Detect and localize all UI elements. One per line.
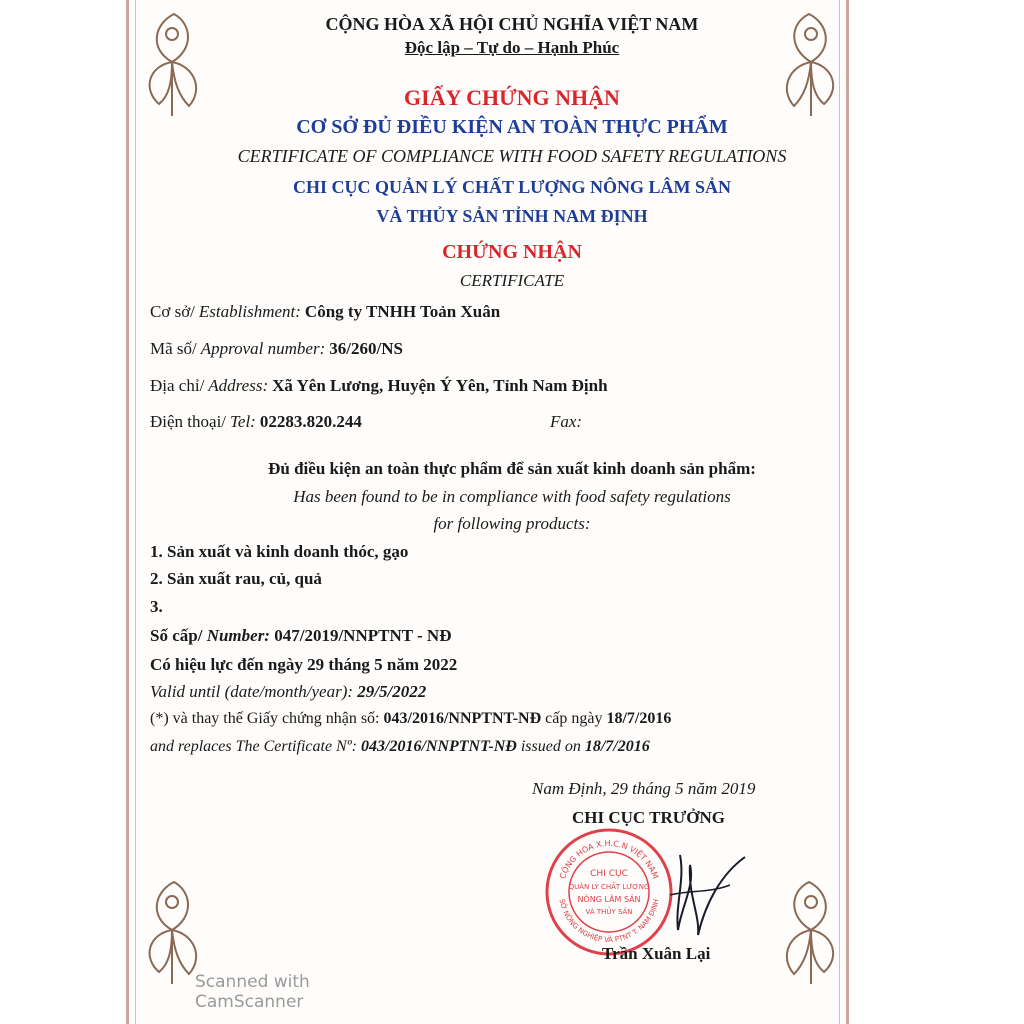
replaces-date: 18/7/2016 [606,710,672,727]
validity-english-value: 29/5/2022 [357,682,427,701]
certificate-number-label-english: Number: [206,626,270,645]
replaces-english-date: 18/7/2016 [584,738,650,755]
svg-text:SỞ NÔNG NGHIỆP VÀ PTNT T. NAM [558,898,661,944]
product-item-1: 1. Sản xuất và kinh doanh thóc, gạo [150,542,409,561]
replaces-english-number: 043/2016/NNPTNT-NĐ [361,738,517,755]
replaces-english-prefix: and replaces The Certificate Nº: [150,738,357,755]
phone-label-english: Tel: [230,412,256,431]
establishment-label-english: Establishment: [198,302,301,321]
watermark-line2: CamScanner [195,992,304,1012]
certificate-number-label: Số cấp/ [150,626,203,645]
establishment-value: Công ty TNHH Toản Xuân [304,302,501,321]
ornament-bottom-right-icon [767,872,849,987]
phone-row [150,412,362,432]
approval-label: Mã số/ [150,339,197,358]
certificate-number-row [150,626,451,646]
address-value: Xã Yên Lương, Huyện Ý Yên, Tỉnh Nam Định [272,376,608,395]
certify-heading: CHỨNG NHẬN [442,241,582,263]
official-seal-icon [543,826,675,958]
compliance-statement: Đủ điều kiện an toàn thực phẩm để sản xuất kinh doanh sản phẩm: [268,459,756,478]
product-item-2: 2. Sản xuất rau, củ, quả [150,569,322,588]
establishment-row [150,302,500,322]
product-item-3: 3. [150,597,163,616]
seal-center-line3: NÔNG LÂM SẢN [577,895,641,904]
replaces-issued-label: cấp ngày [545,710,603,727]
place-and-date: Nam Định, 29 tháng 5 năm 2019 [532,779,756,798]
certificate-title: GIẤY CHỨNG NHẬN [404,85,620,110]
ornament-bottom-left-icon [134,872,216,987]
phone-label: Điện thoại/ [150,412,227,431]
signatory-name: Trần Xuân Lại [602,944,711,963]
seal-ring-top-text: CỘNG HÒA X.H.C.N VIỆT NAM [558,838,660,881]
national-motto: Độc lập – Tự do – Hạnh Phúc [404,38,620,57]
replaces-english-row [150,738,650,756]
seal-ring-bottom-text: SỞ NÔNG NGHIỆP VÀ PTNT T. NAM ĐỊNH [557,898,661,945]
seal-center-line4: VÀ THỦY SẢN [585,908,633,916]
handwritten-signature-icon [660,835,760,945]
address-label-english: Address: [208,376,269,395]
address-label: Địa chỉ/ [150,376,205,395]
country-name: CỘNG HÒA XÃ HỘI CHỦ NGHĨA VIỆT NAM [325,14,699,34]
establishment-label: Cơ sở/ [150,302,195,321]
validity-english-row [150,682,426,702]
replaces-number: 043/2016/NNPTNT-NĐ [383,710,542,727]
approval-label-english: Approval number: [200,339,326,358]
compliance-english-line1: Has been found to be in compliance with food safety regulations [293,487,731,506]
address-row [150,376,608,396]
replaces-english-issued-label: issued on [520,738,581,755]
signatory-position: CHI CỤC TRƯỞNG [572,808,726,827]
agency-name-line1: CHI CỤC QUẢN LÝ CHẤT LƯỢNG NÔNG LÂM SẢN [292,177,732,197]
certificate-number-value: 047/2019/NNPTNT - NĐ [274,626,452,645]
approval-row [150,339,403,359]
phone-value: 02283.820.244 [259,412,362,431]
validity-english-label: Valid until (date/month/year): [150,682,354,701]
approval-value: 36/260/NS [329,339,403,358]
certificate-subtitle: CƠ SỞ ĐỦ ĐIỀU KIỆN AN TOÀN THỰC PHẨM [296,116,728,138]
compliance-english-line2: for following products: [433,514,591,533]
validity-statement: Có hiệu lực đến ngày 29 tháng 5 năm 2022 [150,655,458,674]
watermark-line1: Scanned with [195,972,310,992]
agency-name-line2: VÀ THỦY SẢN TỈNH NAM ĐỊNH [376,206,648,226]
certify-heading-english: CERTIFICATE [459,271,565,290]
scanner-watermark [195,972,310,1012]
seal-center-line1: CHI CỤC [590,869,628,879]
replaces-row [150,710,671,728]
replaces-prefix: (*) và thay thế Giấy chứng nhận số: [150,710,380,727]
fax-label: Fax: [550,412,583,431]
certificate-english-title: CERTIFICATE OF COMPLIANCE WITH FOOD SAFETY REGULATIONS [237,146,787,166]
seal-center-line2: QUẢN LÝ CHẤT LƯỢNG [568,883,650,891]
